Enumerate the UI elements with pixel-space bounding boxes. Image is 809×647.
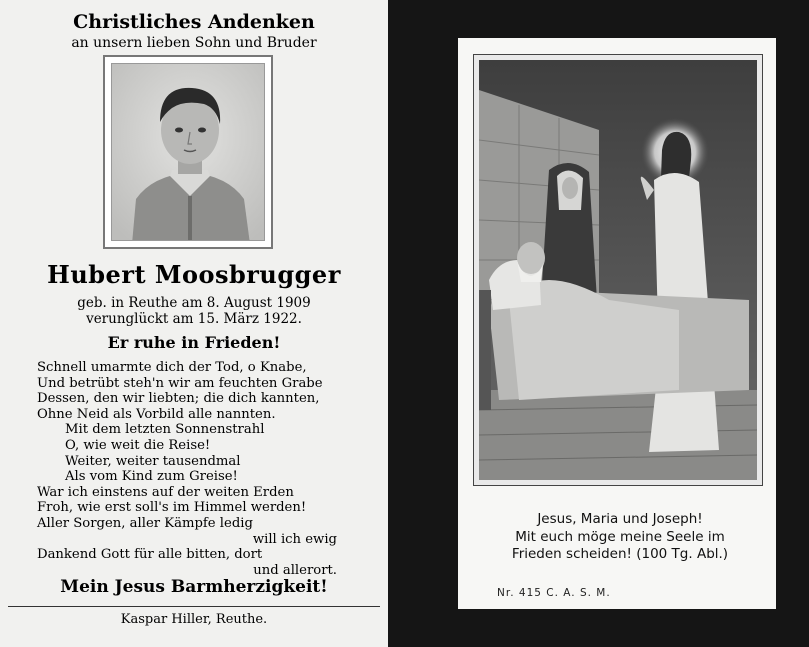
poem-line: War ich einstens auf der weiten Erden bbox=[37, 484, 294, 500]
poem-line: Und betrübt steh'n wir am feuchten Grabe bbox=[37, 375, 323, 391]
prayer-line-3: Frieden scheiden! (100 Tg. Abl.) bbox=[511, 546, 729, 562]
poem-line: Aller Sorgen, aller Kämpfe ledig bbox=[37, 515, 253, 531]
prayer-line-1: Jesus, Maria und Joseph! bbox=[537, 511, 703, 527]
poem-line: und allerort. bbox=[253, 562, 337, 578]
poem-line: will ich ewig bbox=[252, 531, 337, 547]
card-subheading: an unsern lieben Sohn und Bruder bbox=[71, 35, 317, 51]
poem-line: Schnell umarmte dich der Tod, o Knabe, bbox=[37, 360, 307, 375]
birth-line: geb. in Reuthe am 8. August 1909 bbox=[77, 295, 311, 311]
portrait-photo bbox=[111, 63, 265, 241]
deceased-name: Hubert Moosbrugger bbox=[47, 260, 341, 289]
prayer-line-2: Mit euch möge meine Seele im bbox=[515, 529, 725, 545]
poem-line: Ohne Neid als Vorbild alle nannten. bbox=[37, 406, 276, 422]
poem-line: O, wie weit die Reise! bbox=[65, 437, 211, 453]
divider-line bbox=[8, 606, 380, 607]
card-heading: Christliches Andenken bbox=[73, 11, 315, 33]
poem-line: Dankend Gott für alle bitten, dort bbox=[37, 547, 263, 563]
poem-line: Als vom Kind zum Greise! bbox=[65, 469, 238, 485]
death-line: verunglückt am 15. März 1922. bbox=[86, 311, 302, 327]
poem-line: Dessen, den wir liebten; die dich kannten, bbox=[37, 391, 320, 407]
memorial-poem bbox=[37, 360, 347, 578]
devotional-picture-frame bbox=[473, 54, 763, 486]
portrait-photo-frame bbox=[103, 55, 273, 249]
catalog-number: Nr. 415 C. A. S. M. bbox=[497, 587, 611, 599]
poem-line: Froh, wie erst soll's im Himmel werden! bbox=[37, 500, 307, 516]
rip-line: Er ruhe in Frieden! bbox=[107, 333, 281, 352]
holy-family-deathbed-image bbox=[479, 60, 757, 480]
poem-line: Mit dem letzten Sonnenstrahl bbox=[65, 422, 265, 438]
printer-credit: Kaspar Hiller, Reuthe. bbox=[120, 612, 268, 627]
poem-line: Weiter, weiter tausendmal bbox=[65, 453, 241, 469]
closing-prayer: Mein Jesus Barmherzigkeit! bbox=[60, 577, 328, 597]
